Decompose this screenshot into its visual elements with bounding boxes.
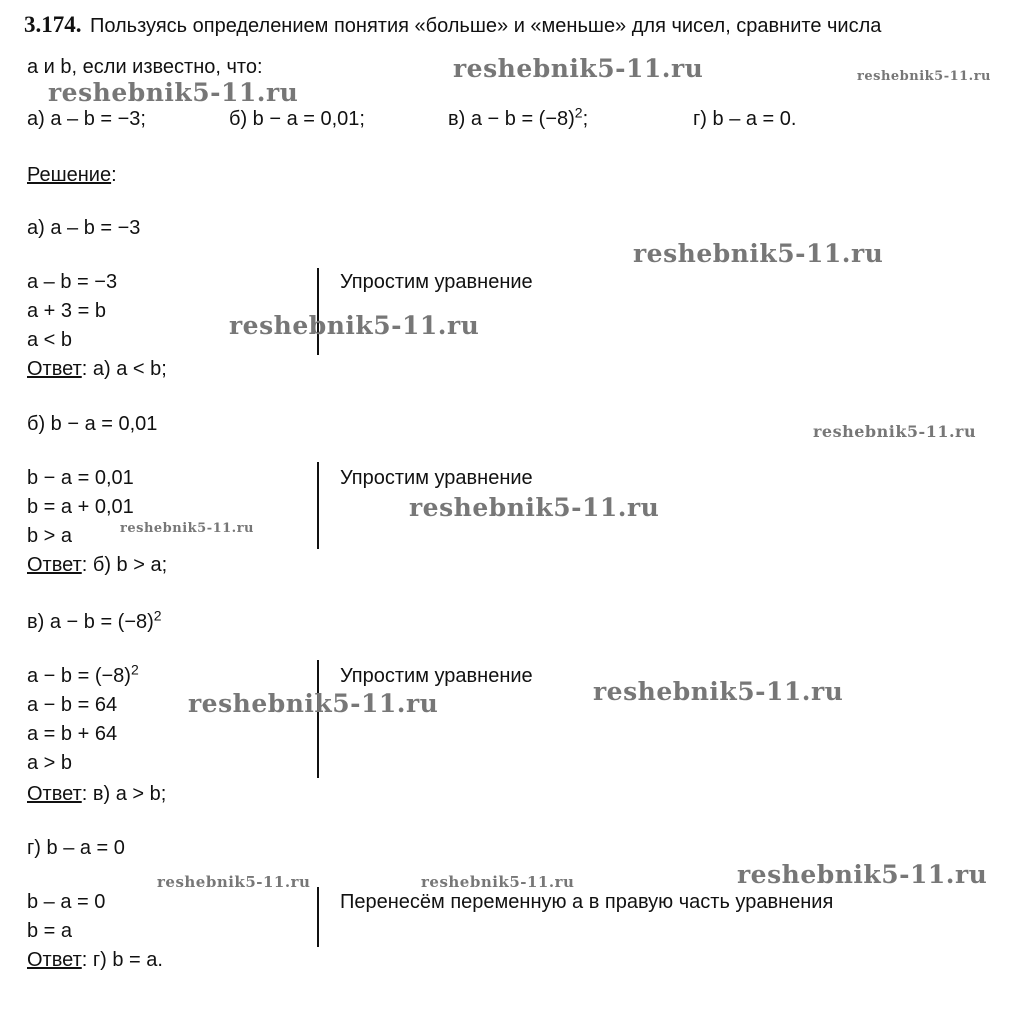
item-g: г) b – a = 0. <box>693 108 797 130</box>
part-v-line4: a > b <box>27 752 73 774</box>
answer-label: Ответ <box>27 783 82 805</box>
problem-number: 3.174. <box>24 12 82 37</box>
problem-statement-line1: Пользуясь определением понятия «больше» и «меньше» для чисел, сравните числа <box>89 15 882 37</box>
watermark: reshebnik5-11.ru <box>188 689 439 718</box>
answer-label: Ответ <box>27 949 82 971</box>
solution-label <box>27 163 117 187</box>
watermark: reshebnik5-11.ru <box>120 521 255 536</box>
watermark: reshebnik5-11.ru <box>633 239 884 268</box>
part-g-heading: г) b – a = 0 <box>27 837 125 859</box>
part-v-line2: a − b = 64 <box>27 694 118 716</box>
part-v-note: Упростим уравнение <box>340 665 533 687</box>
watermark: reshebnik5-11.ru <box>421 873 575 891</box>
solution-label-colon: : <box>111 164 117 186</box>
watermark: reshebnik5-11.ru <box>593 677 844 706</box>
part-b-heading: б) b − a = 0,01 <box>27 413 158 435</box>
part-v-divider <box>317 660 319 778</box>
part-g-divider <box>317 887 319 947</box>
answer-label: Ответ <box>27 554 82 576</box>
part-g-answer <box>27 948 163 972</box>
part-a-line1: a – b = −3 <box>27 271 118 293</box>
part-v-heading <box>27 607 162 634</box>
part-b-line3: b > a <box>27 525 73 547</box>
part-v-heading-exponent: 2 <box>153 607 162 624</box>
watermark: reshebnik5-11.ru <box>453 54 704 83</box>
watermark: reshebnik5-11.ru <box>737 860 988 889</box>
part-a-line2: a + 3 = b <box>27 300 106 322</box>
part-a-answer-text: : а) a < b; <box>81 358 167 380</box>
item-v-tail: ; <box>582 108 589 130</box>
part-v-answer-text: : в) a > b; <box>81 783 167 805</box>
watermark: reshebnik5-11.ru <box>48 78 299 107</box>
item-v <box>448 104 589 131</box>
problem-statement-line2: a и b, если известно, что: <box>27 56 263 78</box>
part-b-answer <box>27 553 167 577</box>
part-v-heading-text: в) a − b = (−8) <box>27 611 154 633</box>
part-g-line1: b – a = 0 <box>27 891 106 913</box>
part-b-answer-text: : б) b > a; <box>81 554 168 576</box>
part-v-line3: a = b + 64 <box>27 723 118 745</box>
answer-label: Ответ <box>27 358 82 380</box>
item-b: б) b − a = 0,01; <box>229 108 365 130</box>
part-b-line2: b = a + 0,01 <box>27 496 134 518</box>
part-v-line1-text: a − b = (−8) <box>27 665 131 687</box>
item-v-text: в) a − b = (−8) <box>448 108 575 130</box>
part-a-heading: а) a – b = −3 <box>27 217 141 239</box>
solution-label-text: Решение <box>27 164 112 186</box>
item-a: а) a – b = −3; <box>27 108 146 130</box>
watermark: reshebnik5-11.ru <box>409 493 660 522</box>
part-g-line2: b = a <box>27 920 73 942</box>
part-b-note: Упростим уравнение <box>340 467 533 489</box>
part-g-note: Перенесём переменную a в правую часть уравнения <box>340 891 834 913</box>
part-a-answer <box>27 357 167 381</box>
watermark: reshebnik5-11.ru <box>813 422 977 441</box>
watermark: reshebnik5-11.ru <box>857 69 992 84</box>
part-v-line1-exponent: 2 <box>130 661 139 678</box>
watermark: reshebnik5-11.ru <box>157 873 311 891</box>
part-b-divider <box>317 462 319 549</box>
part-g-answer-text: : г) b = a. <box>81 949 163 971</box>
part-v-line1 <box>27 661 139 688</box>
part-a-note: Упростим уравнение <box>340 271 533 293</box>
part-b-line1: b − a = 0,01 <box>27 467 134 489</box>
part-v-answer <box>27 782 166 806</box>
item-v-exponent: 2 <box>574 104 583 121</box>
problem-header <box>24 12 881 38</box>
watermark: reshebnik5-11.ru <box>229 311 480 340</box>
part-a-line3: a < b <box>27 329 73 351</box>
